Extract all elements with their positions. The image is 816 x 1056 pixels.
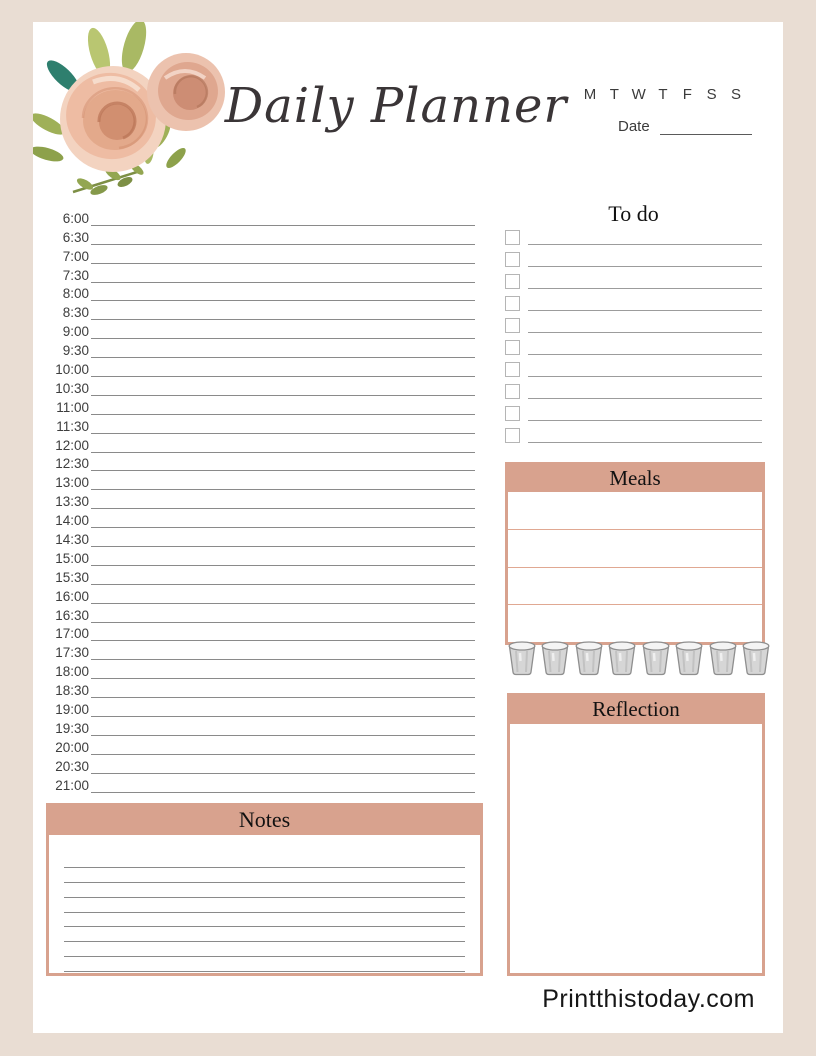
schedule-entry-line[interactable] — [91, 283, 475, 302]
schedule-row — [47, 736, 475, 755]
todo-entry-line[interactable] — [528, 355, 762, 377]
todo-checkbox[interactable] — [505, 384, 520, 399]
schedule-time-label: 18:00 — [55, 664, 89, 680]
schedule-row — [47, 245, 475, 264]
schedule-row — [47, 679, 475, 698]
schedule-time-label: 12:30 — [55, 456, 89, 472]
schedule-time-label: 15:30 — [55, 569, 89, 585]
schedule-entry-line[interactable] — [91, 736, 475, 755]
todo-checkbox[interactable] — [505, 252, 520, 267]
schedule-entry-line[interactable] — [91, 226, 475, 245]
schedule-rows — [47, 207, 475, 793]
schedule-entry-line[interactable] — [91, 396, 475, 415]
reflection-writing-area[interactable] — [510, 724, 762, 1001]
schedule-row — [47, 547, 475, 566]
schedule-time-label: 14:00 — [55, 513, 89, 529]
todo-row — [505, 267, 762, 289]
glass-of-water-icon[interactable] — [540, 639, 570, 681]
schedule-time-label: 9:30 — [62, 343, 89, 359]
schedule-entry-line[interactable] — [91, 660, 475, 679]
schedule-entry-line[interactable] — [91, 471, 475, 490]
todo-row — [505, 245, 762, 267]
notes-title: Notes — [49, 806, 480, 835]
todo-entry-line[interactable] — [528, 245, 762, 267]
todo-entry-line[interactable] — [528, 223, 762, 245]
todo-row — [505, 289, 762, 311]
meals-rows — [508, 492, 762, 642]
schedule-row — [47, 434, 475, 453]
schedule-time-label: 20:00 — [55, 739, 89, 755]
todo-row — [505, 399, 762, 421]
website-credit: Printthistoday.com — [542, 985, 755, 1013]
todo-entry-line[interactable] — [528, 399, 762, 421]
todo-row — [505, 333, 762, 355]
schedule-row — [47, 283, 475, 302]
schedule-entry-line[interactable] — [91, 415, 475, 434]
glass-of-water-icon[interactable] — [708, 639, 738, 681]
planner-page — [33, 22, 783, 1033]
schedule-time-label: 7:00 — [62, 248, 89, 264]
schedule-row — [47, 415, 475, 434]
schedule-time-label: 16:30 — [55, 607, 89, 623]
schedule-time-label: 13:00 — [55, 475, 89, 491]
schedule-time-label: 17:30 — [55, 645, 89, 661]
weekday-letter[interactable]: W — [631, 86, 646, 103]
todo-row — [505, 223, 762, 245]
weekday-letter[interactable]: T — [658, 86, 668, 103]
schedule-time-label: 15:00 — [55, 550, 89, 566]
schedule-entry-line[interactable] — [91, 301, 475, 320]
schedule-entry-line[interactable] — [91, 377, 475, 396]
todo-checkbox[interactable] — [505, 274, 520, 289]
weekday-letter[interactable]: T — [609, 86, 619, 103]
schedule-time-label: 19:30 — [55, 720, 89, 736]
weekday-letter[interactable]: S — [730, 86, 741, 103]
schedule-entry-line[interactable] — [91, 755, 475, 774]
schedule-time-label: 8:00 — [62, 286, 89, 302]
schedule-time-label: 12:00 — [55, 437, 89, 453]
schedule-row — [47, 698, 475, 717]
date-label: Date — [618, 118, 650, 135]
todo-checkbox[interactable] — [505, 362, 520, 377]
todo-checkbox[interactable] — [505, 428, 520, 443]
schedule-row — [47, 453, 475, 472]
schedule-time-label: 10:30 — [55, 380, 89, 396]
schedule-entry-line[interactable] — [91, 604, 475, 623]
schedule-time-label: 8:30 — [62, 305, 89, 321]
glass-of-water-icon[interactable] — [574, 639, 604, 681]
schedule-time-label: 10:00 — [55, 362, 89, 378]
schedule-time-label: 7:30 — [62, 267, 89, 283]
notes-writing-line[interactable] — [64, 957, 465, 972]
todo-entry-line[interactable] — [528, 421, 762, 443]
todo-row — [505, 421, 762, 443]
schedule-entry-line[interactable] — [91, 358, 475, 377]
glass-of-water-icon[interactable] — [607, 639, 637, 681]
schedule-row — [47, 623, 475, 642]
schedule-entry-line[interactable] — [91, 566, 475, 585]
schedule-time-label: 19:00 — [55, 702, 89, 718]
todo-checkbox[interactable] — [505, 406, 520, 421]
schedule-row — [47, 207, 475, 226]
schedule-row — [47, 396, 475, 415]
todo-entry-line[interactable] — [528, 311, 762, 333]
notes-writing-line[interactable] — [64, 942, 465, 957]
schedule-time-label: 9:00 — [62, 324, 89, 340]
schedule-row — [47, 471, 475, 490]
schedule-time-label: 17:00 — [55, 626, 89, 642]
notes-writing-line[interactable] — [64, 913, 465, 928]
schedule-entry-line[interactable] — [91, 509, 475, 528]
meals-entry-row[interactable] — [508, 604, 762, 642]
schedule-entry-line[interactable] — [91, 453, 475, 472]
notes-section — [46, 803, 483, 976]
page-title: Daily Planner — [224, 78, 568, 134]
schedule-time-label: 18:30 — [55, 683, 89, 699]
reflection-section — [507, 693, 765, 976]
schedule-row — [47, 585, 475, 604]
schedule-time-label: 11:30 — [56, 418, 89, 434]
notes-writing-line[interactable] — [64, 927, 465, 942]
todo-entry-line[interactable] — [528, 333, 762, 355]
schedule-row — [47, 358, 475, 377]
schedule-entry-line[interactable] — [91, 264, 475, 283]
glass-of-water-icon[interactable] — [641, 639, 671, 681]
schedule-time-label: 6:30 — [62, 229, 89, 245]
schedule-row — [47, 509, 475, 528]
todo-checkbox[interactable] — [505, 340, 520, 355]
schedule-time-label: 13:30 — [55, 494, 89, 510]
meals-title: Meals — [508, 465, 762, 492]
notes-writing-line[interactable] — [64, 853, 465, 868]
schedule-entry-line[interactable] — [91, 623, 475, 642]
date-row — [618, 118, 752, 135]
weekday-letter[interactable]: S — [706, 86, 717, 103]
schedule-entry-line[interactable] — [91, 679, 475, 698]
water-tracker-row — [507, 643, 771, 681]
todo-entry-line[interactable] — [528, 377, 762, 399]
schedule-entry-line[interactable] — [91, 641, 475, 660]
notes-lines — [49, 835, 480, 972]
schedule-row — [47, 755, 475, 774]
schedule-entry-line[interactable] — [91, 245, 475, 264]
watercolor-roses-decoration — [33, 22, 238, 200]
schedule-row — [47, 377, 475, 396]
weekday-selector-row — [581, 86, 745, 103]
todo-row — [505, 377, 762, 399]
todo-entry-line[interactable] — [528, 289, 762, 311]
schedule-row — [47, 226, 475, 245]
schedule-time-label: 6:00 — [62, 210, 89, 226]
schedule-row — [47, 566, 475, 585]
schedule-time-label: 11:00 — [56, 399, 89, 415]
schedule-entry-line[interactable] — [91, 547, 475, 566]
schedule-time-label: 16:00 — [55, 588, 89, 604]
weekday-letter[interactable]: F — [682, 86, 692, 103]
todo-entry-line[interactable] — [528, 267, 762, 289]
schedule-row — [47, 490, 475, 509]
schedule-entry-line[interactable] — [91, 339, 475, 358]
schedule-row — [47, 717, 475, 736]
glass-of-water-icon[interactable] — [507, 639, 537, 681]
schedule-entry-line[interactable] — [91, 320, 475, 339]
schedule-entry-line[interactable] — [91, 528, 475, 547]
schedule-row — [47, 641, 475, 660]
notes-writing-line[interactable] — [64, 898, 465, 913]
schedule-row — [47, 528, 475, 547]
todo-row — [505, 355, 762, 377]
schedule-entry-line[interactable] — [91, 434, 475, 453]
schedule-row — [47, 264, 475, 283]
schedule-entry-line[interactable] — [91, 585, 475, 604]
schedule-time-label: 21:00 — [55, 777, 89, 793]
schedule-entry-line[interactable] — [91, 698, 475, 717]
schedule-entry-line[interactable] — [91, 717, 475, 736]
schedule-row — [47, 339, 475, 358]
schedule-row — [47, 774, 475, 793]
notes-writing-line[interactable] — [64, 883, 465, 898]
todo-checkbox[interactable] — [505, 230, 520, 245]
meals-section — [505, 462, 765, 645]
schedule-row — [47, 320, 475, 339]
schedule-entry-line[interactable] — [91, 774, 475, 793]
todo-list — [505, 223, 762, 443]
notes-writing-line[interactable] — [64, 868, 465, 883]
schedule-entry-line[interactable] — [91, 207, 475, 226]
schedule-row — [47, 660, 475, 679]
date-fill-in-line[interactable] — [660, 121, 752, 135]
meals-entry-row[interactable] — [508, 529, 762, 567]
meals-entry-row[interactable] — [508, 567, 762, 605]
todo-title: To do — [608, 201, 659, 226]
meals-entry-row[interactable] — [508, 492, 762, 529]
schedule-row — [47, 604, 475, 623]
schedule-time-label: 20:30 — [55, 758, 89, 774]
weekday-letter[interactable]: M — [583, 86, 597, 103]
schedule-row — [47, 301, 475, 320]
reflection-title: Reflection — [510, 696, 762, 724]
todo-checkbox[interactable] — [505, 296, 520, 311]
todo-row — [505, 311, 762, 333]
glass-of-water-icon[interactable] — [741, 639, 771, 681]
schedule-entry-line[interactable] — [91, 490, 475, 509]
todo-checkbox[interactable] — [505, 318, 520, 333]
schedule-time-label: 14:30 — [55, 532, 89, 548]
glass-of-water-icon[interactable] — [674, 639, 704, 681]
